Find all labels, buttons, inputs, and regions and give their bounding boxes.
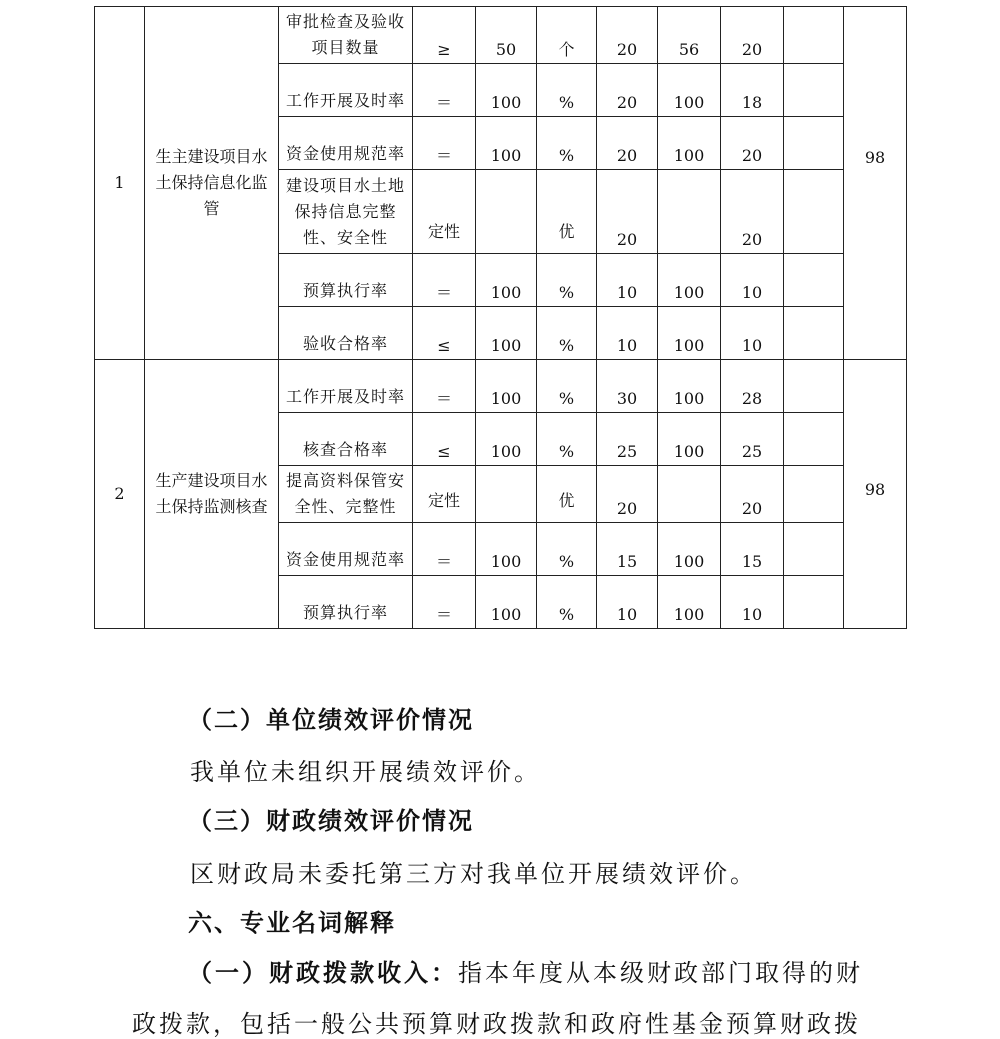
cell-got: 20 [721,170,784,254]
cell-indicator: 提高资料保管安全性、完整性 [279,466,413,523]
section-heading-finance-evaluation: （三）财政绩效评价情况 [188,806,474,835]
table-row [95,7,907,64]
total-score: 98 [844,360,907,629]
cell-unit: % [537,307,597,360]
cell-unit: % [537,117,597,170]
cell-actual: 100 [658,64,721,117]
cell-target: 100 [476,64,537,117]
cell-target: 100 [476,523,537,576]
term-title: （一）财政拨款收入： [188,958,458,987]
cell-note [784,7,844,64]
cell-target: 100 [476,307,537,360]
cell-actual [658,170,721,254]
cell-actual: 100 [658,254,721,307]
cell-weight: 20 [597,170,658,254]
project-name: 生产建设项目水土保持监测核查 [145,360,279,629]
table-row [95,360,907,413]
term-financial-appropriation [188,953,863,988]
cell-weight: 20 [597,64,658,117]
cell-weight: 30 [597,360,658,413]
cell-indicator: 建设项目水土地保持信息完整性、安全性 [279,170,413,254]
cell-unit: % [537,254,597,307]
cell-op: 定性 [413,170,476,254]
total-score: 98 [844,7,907,360]
cell-note [784,64,844,117]
cell-note [784,413,844,466]
cell-op: ＝ [413,576,476,629]
cell-target: 50 [476,7,537,64]
cell-got: 10 [721,254,784,307]
row-number: 2 [95,360,145,629]
cell-op: ＝ [413,254,476,307]
cell-indicator: 核查合格率 [279,413,413,466]
cell-weight: 15 [597,523,658,576]
cell-weight: 20 [597,466,658,523]
cell-got: 25 [721,413,784,466]
cell-actual: 100 [658,576,721,629]
cell-target: 100 [476,576,537,629]
cell-op: ≤ [413,307,476,360]
cell-actual: 100 [658,117,721,170]
cell-target: 100 [476,360,537,413]
cell-actual: 56 [658,7,721,64]
cell-indicator: 工作开展及时率 [279,360,413,413]
cell-op: ＝ [413,523,476,576]
term-definition-line2: 政拨款，包括一般公共预算财政拨款和政府性基金预算财政拨 [132,1010,861,1038]
cell-note [784,117,844,170]
cell-got: 18 [721,64,784,117]
cell-note [784,576,844,629]
cell-weight: 10 [597,307,658,360]
cell-indicator: 验收合格率 [279,307,413,360]
cell-actual: 100 [658,307,721,360]
cell-weight: 10 [597,576,658,629]
cell-weight: 20 [597,7,658,64]
cell-op: ＝ [413,117,476,170]
cell-note [784,170,844,254]
cell-got: 20 [721,117,784,170]
cell-note [784,466,844,523]
cell-actual: 100 [658,523,721,576]
cell-weight: 20 [597,117,658,170]
cell-unit: % [537,413,597,466]
section-heading-terms: 六、专业名词解释 [188,908,396,937]
cell-got: 15 [721,523,784,576]
cell-note [784,360,844,413]
row-number: 1 [95,7,145,360]
cell-got: 20 [721,466,784,523]
cell-unit: % [537,523,597,576]
cell-got: 20 [721,7,784,64]
cell-unit: % [537,64,597,117]
performance-table-wrap [94,6,907,629]
cell-got: 10 [721,576,784,629]
cell-actual: 100 [658,360,721,413]
cell-actual [658,466,721,523]
cell-indicator: 预算执行率 [279,254,413,307]
performance-table [94,6,907,629]
cell-target [476,466,537,523]
cell-indicator: 审批检查及验收项目数量 [279,7,413,64]
cell-indicator: 预算执行率 [279,576,413,629]
cell-note [784,254,844,307]
cell-indicator: 资金使用规范率 [279,523,413,576]
cell-target: 100 [476,117,537,170]
cell-unit: % [537,576,597,629]
cell-note [784,307,844,360]
cell-unit: 个 [537,7,597,64]
cell-op: ≤ [413,413,476,466]
cell-weight: 25 [597,413,658,466]
term-definition-line1: 指本年度从本级财政部门取得的财 [458,959,863,987]
cell-note [784,523,844,576]
project-name: 生主建设项目水土保持信息化监管 [145,7,279,360]
cell-unit: % [537,360,597,413]
cell-actual: 100 [658,413,721,466]
cell-unit: 优 [537,170,597,254]
cell-target: 100 [476,254,537,307]
cell-op: ＝ [413,64,476,117]
cell-target: 100 [476,413,537,466]
paragraph-unit-evaluation: 我单位未组织开展绩效评价。 [190,758,541,786]
cell-target [476,170,537,254]
cell-weight: 10 [597,254,658,307]
cell-unit: 优 [537,466,597,523]
paragraph-finance-evaluation: 区财政局未委托第三方对我单位开展绩效评价。 [190,860,757,888]
cell-indicator: 资金使用规范率 [279,117,413,170]
cell-op: 定性 [413,466,476,523]
cell-indicator: 工作开展及时率 [279,64,413,117]
cell-op: ＝ [413,360,476,413]
cell-got: 28 [721,360,784,413]
cell-op: ≥ [413,7,476,64]
section-heading-unit-evaluation: （二）单位绩效评价情况 [188,705,474,734]
cell-got: 10 [721,307,784,360]
